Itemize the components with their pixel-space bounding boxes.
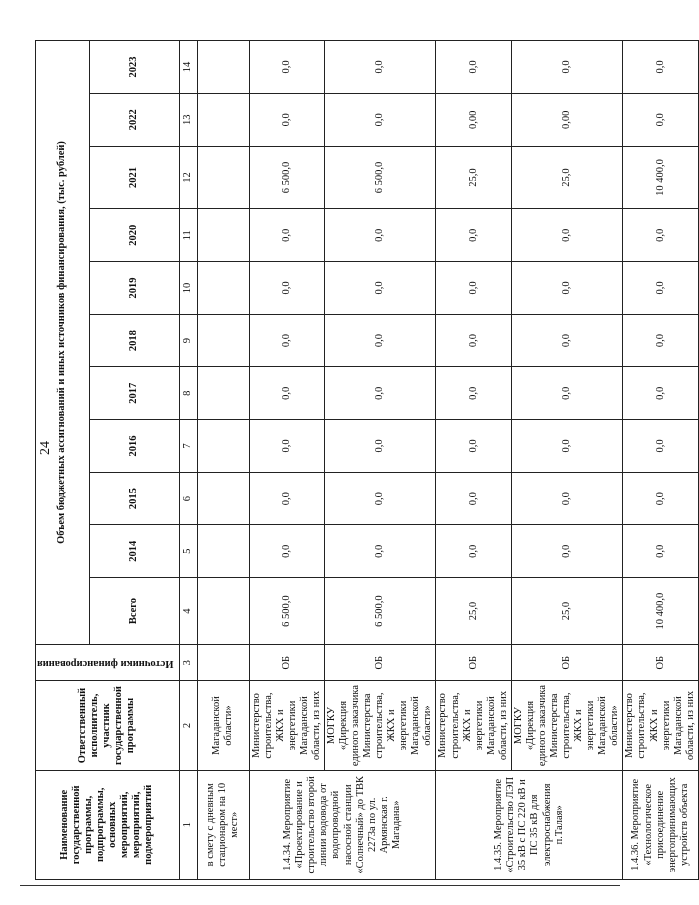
- column-number: 1: [179, 770, 197, 879]
- value-cell: 0,0: [324, 209, 436, 262]
- row-source: ОБ: [249, 644, 324, 680]
- row-executor: Магаданской области»: [197, 681, 249, 770]
- value-cell: [197, 578, 249, 645]
- row-source: ОБ: [436, 644, 511, 680]
- column-number: 8: [179, 367, 197, 420]
- column-number: 14: [179, 41, 197, 94]
- header-year: 2019: [89, 262, 179, 315]
- value-cell: 0,0: [249, 525, 324, 578]
- header-year: 2022: [89, 93, 179, 146]
- header-year: 2016: [89, 420, 179, 473]
- value-cell: 0,0: [249, 314, 324, 367]
- value-cell: 0,0: [436, 262, 511, 315]
- value-cell: 0,0: [249, 93, 324, 146]
- value-cell: 0,0: [623, 525, 698, 578]
- row-source: ОБ: [324, 644, 436, 680]
- value-cell: 25,0: [511, 578, 623, 645]
- row-source: ОБ: [623, 644, 698, 680]
- value-cell: [197, 525, 249, 578]
- value-cell: 0,0: [511, 41, 623, 94]
- value-cell: 0,0: [623, 93, 698, 146]
- value-cell: 0,0: [623, 420, 698, 473]
- value-cell: 0,0: [324, 420, 436, 473]
- value-cell: 25,0: [436, 146, 511, 209]
- row-name: в смету с дневным стационаром на 10 мест»: [197, 770, 249, 879]
- value-cell: 0,0: [324, 472, 436, 525]
- header-year: 2014: [89, 525, 179, 578]
- value-cell: 0,0: [249, 209, 324, 262]
- value-cell: [197, 209, 249, 262]
- row-executor: Министерство строительства, ЖКХ и энергетики Магаданской области, из них: [249, 681, 324, 770]
- footer-divider: [20, 885, 620, 886]
- value-cell: [197, 367, 249, 420]
- value-cell: 6 500,0: [324, 146, 436, 209]
- row-name: 1.4.35. Мероприятие «Строительство ЛЭП 35 кВ с ПС 220 кВ и ПС 35 кВ для электроснабжения п.Талая»: [436, 770, 623, 879]
- column-number: 9: [179, 314, 197, 367]
- value-cell: 0,0: [324, 525, 436, 578]
- value-cell: 0,0: [436, 420, 511, 473]
- value-cell: 6 500,0: [249, 578, 324, 645]
- column-number: 3: [179, 644, 197, 680]
- value-cell: [197, 41, 249, 94]
- row-executor: Министерство строительства, ЖКХ и энергетики Магаданской области, из них: [436, 681, 511, 770]
- value-cell: 0,0: [511, 209, 623, 262]
- header-year: 2015: [89, 472, 179, 525]
- value-cell: 10 400,0: [623, 578, 698, 645]
- value-cell: 6 500,0: [249, 146, 324, 209]
- header-name: Наименование государственной программы, подпрограммы, основных мероприятий, мероприятий, подмероприятий: [36, 770, 180, 879]
- column-number: 2: [179, 681, 197, 770]
- row-source: [197, 644, 249, 680]
- value-cell: 0,0: [623, 41, 698, 94]
- value-cell: 0,0: [324, 93, 436, 146]
- value-cell: 0,0: [436, 41, 511, 94]
- header-year: 2021: [89, 146, 179, 209]
- value-cell: 0,0: [511, 367, 623, 420]
- header-executor: Ответственный исполнитель, участник государственной программы: [36, 681, 180, 770]
- value-cell: 0,0: [623, 262, 698, 315]
- header-year: 2023: [89, 41, 179, 94]
- row-name: 1.4.34. Мероприятие «Проектирование и строительство второй линии водовода от водопроводной насосной станции «Солнечный» до ТВК 2273а по ул. Армянская г. Магадана»: [249, 770, 436, 879]
- column-number: 10: [179, 262, 197, 315]
- header-funding: Объем бюджетных ассигнований и иных источников финансирования, (тыс. рублей): [36, 41, 90, 645]
- value-cell: 0,00: [436, 93, 511, 146]
- column-number: 11: [179, 209, 197, 262]
- value-cell: 25,0: [436, 578, 511, 645]
- value-cell: 6 500,0: [324, 578, 436, 645]
- value-cell: [197, 472, 249, 525]
- value-cell: [197, 314, 249, 367]
- column-number: 6: [179, 472, 197, 525]
- value-cell: [197, 262, 249, 315]
- value-cell: 0,0: [436, 209, 511, 262]
- value-cell: 0,0: [511, 472, 623, 525]
- value-cell: 0,0: [623, 472, 698, 525]
- value-cell: [197, 420, 249, 473]
- value-cell: 0,0: [623, 209, 698, 262]
- value-cell: 0,00: [511, 93, 623, 146]
- value-cell: 0,0: [436, 367, 511, 420]
- page-number: 24: [38, 441, 53, 455]
- column-number: 13: [179, 93, 197, 146]
- value-cell: 0,0: [249, 262, 324, 315]
- value-cell: 0,0: [623, 367, 698, 420]
- value-cell: 0,0: [324, 41, 436, 94]
- row-executor: МОГКУ «Дирекция единого заказчика Министерства строительства, ЖКХ и энергетики Магаданской области»: [324, 681, 436, 770]
- header-total: Всего: [89, 578, 179, 645]
- value-cell: [197, 93, 249, 146]
- column-number: 4: [179, 578, 197, 645]
- funding-table: [35, 40, 699, 880]
- column-number: 5: [179, 525, 197, 578]
- rotated-table-container: [35, 40, 696, 880]
- column-number: 7: [179, 420, 197, 473]
- column-number: 12: [179, 146, 197, 209]
- value-cell: [197, 146, 249, 209]
- value-cell: 0,0: [511, 262, 623, 315]
- header-year: 2020: [89, 209, 179, 262]
- header-year: 2017: [89, 367, 179, 420]
- value-cell: 0,0: [249, 420, 324, 473]
- value-cell: 0,0: [511, 314, 623, 367]
- row-executor: Министерство строительства, ЖКХ и энергетики Магаданской области, из них: [623, 681, 698, 770]
- value-cell: 0,0: [436, 472, 511, 525]
- header-year: 2018: [89, 314, 179, 367]
- row-executor: МОГКУ «Дирекция единого заказчика Министерства строительства, ЖКХ и энергетики Магаданской области»: [511, 681, 623, 770]
- value-cell: 0,0: [511, 525, 623, 578]
- value-cell: 0,0: [249, 367, 324, 420]
- value-cell: 0,0: [324, 367, 436, 420]
- value-cell: 25,0: [511, 146, 623, 209]
- header-source: Источники финансирования: [36, 644, 180, 680]
- value-cell: 0,0: [324, 262, 436, 315]
- value-cell: 0,0: [249, 472, 324, 525]
- value-cell: 10 400,0: [623, 146, 698, 209]
- value-cell: 0,0: [623, 314, 698, 367]
- value-cell: 0,0: [249, 41, 324, 94]
- value-cell: 0,0: [324, 314, 436, 367]
- value-cell: 0,0: [436, 314, 511, 367]
- value-cell: 0,0: [436, 525, 511, 578]
- row-source: ОБ: [511, 644, 623, 680]
- value-cell: 0,0: [511, 420, 623, 473]
- row-name: 1.4.36. Мероприятие «Технологическое присоединение энергопринимающих устройств объекта: [623, 770, 698, 879]
